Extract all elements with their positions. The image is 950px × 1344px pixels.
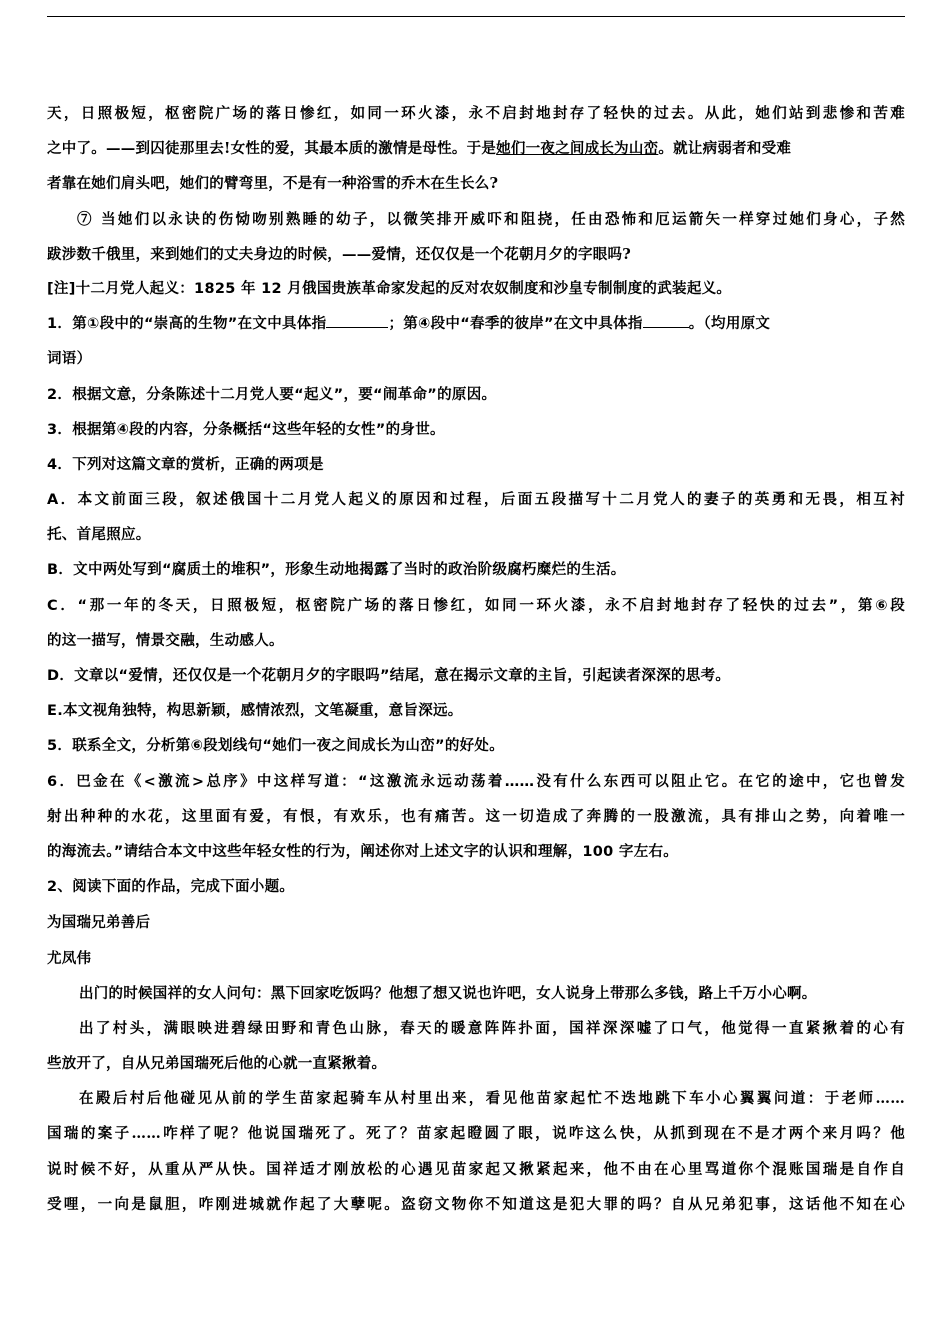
section-2-heading: 2、阅读下面的作品，完成下面小题。	[47, 879, 295, 896]
footnote: [注]十二月党人起义：1825 年 12 月俄国贵族革命家发起的反对农奴制度和沙皇专制制度的武装起义。	[47, 280, 732, 297]
story-para3-line4: 受哩，一向是鼠胆，咋刚进城就作起了大孽呢。盗窃文物你不知道这是犯大罪的吗？自从兄弟犯事，这话他不知在心	[47, 1195, 905, 1213]
question-6-line2: 射出种种的水花，这里面有爱，有恨，有欢乐，也有痛苦。这一切造成了奔腾的一股激流，具有排山之势，向着唯一	[47, 808, 905, 825]
para6-line3: 者靠在她们肩头吧，她们的臂弯里，不是有一种浴雪的乔木在生长么?	[47, 175, 499, 193]
para6-line1: 天，日照极短，枢密院广场的落日惨红，如同一环火漆，永不启封地封存了轻快的过去。从此，她们站到悲惨和苦难	[47, 105, 905, 122]
question-1-line1	[47, 307, 905, 342]
option-c-line2: 的这一描写，情景交融，生动感人。	[47, 632, 284, 649]
para7-line1: ⑦ 当她们以永诀的伤恸吻别熟睡的幼子，以微笑排开威吓和阻挠，任由恐怖和厄运箭矢一样穿过她们身心，子然	[77, 210, 905, 228]
question-1-text: 1．第①段中的“崇高的生物”在文中具体指	[47, 316, 327, 333]
option-a-line2: 托、首尾照应。	[47, 527, 151, 544]
story-para2-line2: 些放开了，自从兄弟国瑞死后他的心就一直紧揪着。	[47, 1055, 387, 1073]
question-1-text-end: 。（均用原文	[688, 316, 771, 333]
story-title: 为国瑞兄弟善后	[47, 914, 151, 932]
question-5: 5．联系全文，分析第⑥段划线句“她们一夜之间成长为山峦”的好处。	[47, 738, 505, 755]
answer-blank-1[interactable]	[326, 313, 388, 328]
para6-text-end: 。就让病弱者和受难	[658, 140, 792, 158]
story-para3-line3: 说时候不好，从重从严从快。国祥适才刚放松的心遇见苗家起又揪紧起来，他不由在心里骂道你个混账国瑞是自作自	[47, 1160, 905, 1178]
question-4: 4．下列对这篇文章的赏析，正确的两项是	[47, 456, 324, 473]
question-2: 2．根据文意，分条陈述十二月党人要“起义”，要“闹革命”的原因。	[47, 386, 497, 403]
document-body	[47, 96, 905, 1222]
story-para2-line1: 出了村头，满眼映进碧绿田野和青色山脉，春天的暖意阵阵扑面，国祥深深嘘了口气，他觉得一直紧揪着的心有	[79, 1019, 905, 1037]
question-1-text-mid: ；第④段中“春季的彼岸”在文中具体指	[388, 316, 643, 333]
answer-blank-2[interactable]	[643, 313, 689, 328]
story-para3-line1: 在殿后村后他碰见从前的学生苗家起骑车从村里出来，看见他苗家起忙不迭地跳下车小心翼翼问道：于老师……	[79, 1090, 905, 1108]
story-author: 尤凤伟	[47, 949, 92, 967]
header-rule	[47, 16, 905, 17]
underlined-sentence: 她们一夜之间成长为山峦	[496, 140, 659, 158]
option-e: E.本文视角独特，构思新颖，感情浓烈，文笔凝重，意旨深远。	[47, 703, 463, 720]
question-3: 3．根据第④段的内容，分条概括“这些年轻的女性”的身世。	[47, 421, 445, 438]
question-1-line2: 词语）	[47, 351, 92, 368]
option-d: D．文章以“爱情，还仅仅是一个花朝月夕的字眼吗”结尾，意在揭示文章的主旨，引起读者深深的思考。	[47, 668, 731, 684]
option-c-line1: C．“那一年的冬天，日照极短，枢密院广场的落日惨红，如同一环火漆，永不启封地封存了轻快的过去”，第⑥段	[47, 597, 905, 614]
option-a-line1: A．本文前面三段，叙述俄国十二月党人起义的原因和过程，后面五段描写十二月党人的妻子的英勇和无畏，相互衬	[47, 492, 905, 509]
question-6-line1: 6．巴金在《<激流>总序》中这样写道：“这激流永远动荡着……没有什么东西可以阻止它。在它的途中，它也曾发	[47, 773, 905, 790]
option-b: B．文中两处写到“腐质土的堆积”，形象生动地揭露了当时的政治阶级腐朽糜烂的生活。	[47, 562, 626, 579]
story-para1: 出门的时候国祥的女人问句：黑下回家吃饭吗？他想了想又说也许吧，女人说身上带那么多钱，路上千万小心啊。	[79, 984, 817, 1002]
question-6-line3: 的海流去。”请结合本文中这些年轻女性的行为，阐述你对上述文字的认识和理解，100 字左右。	[47, 843, 679, 860]
para6-line2	[47, 131, 905, 166]
para7-line2: 跋涉数千俄里，来到她们的丈夫身边的时候，——爱情，还仅仅是一个花朝月夕的字眼吗?	[47, 245, 631, 263]
story-para3-line2: 国瑞的案子……咋样了呢？他说国瑞死了。死了？苗家起瞪圆了眼，说咋这么快，从抓到现在不是才两个来月吗？他	[47, 1125, 905, 1143]
para6-text: 之中了。——到囚徒那里去!女性的爱，其最本质的激情是母性。于是	[47, 140, 497, 158]
